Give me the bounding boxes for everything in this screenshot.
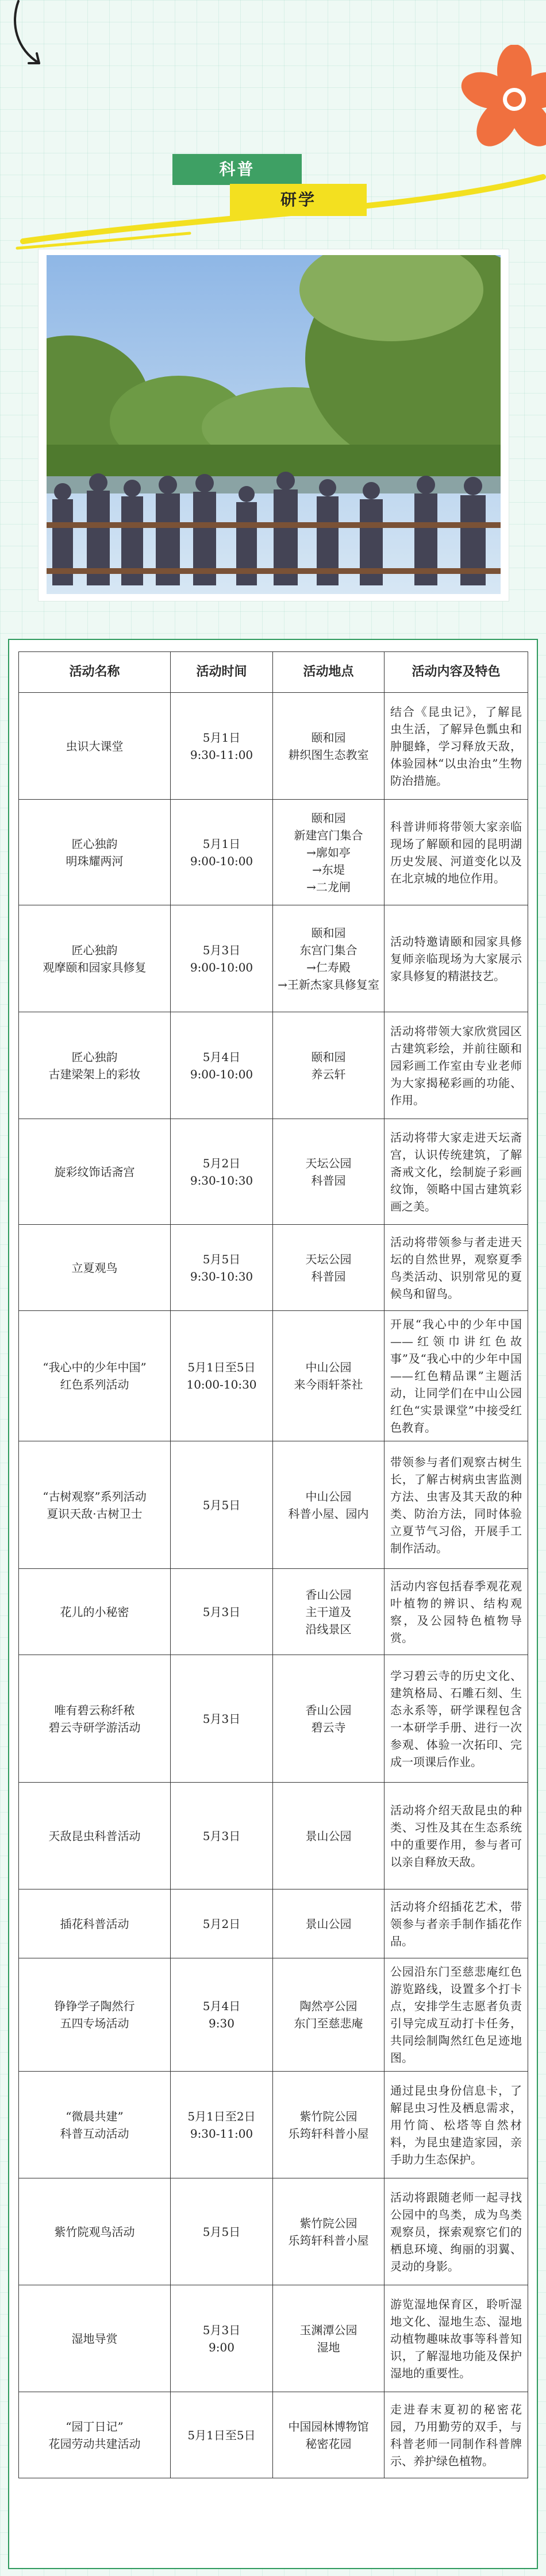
table-row bbox=[19, 905, 528, 1012]
table-row bbox=[19, 1783, 528, 1889]
table-row bbox=[19, 800, 528, 905]
activity-place: 香山公园 主干道及 沿线景区 bbox=[273, 1569, 384, 1655]
photo-frame bbox=[38, 249, 509, 601]
column-header-time: 活动时间 bbox=[171, 652, 273, 693]
activity-description: 活动将带领大家欣赏园区古建筑彩绘，并前往颐和园彩画工作室由专业老师为大家揭秘彩画的功能、作用。 bbox=[384, 1012, 528, 1119]
activity-name: 天敌昆虫科普活动 bbox=[19, 1783, 171, 1889]
activity-time: 5月5日 9:30-10:30 bbox=[171, 1225, 273, 1311]
activity-place: 陶然亭公园 东门至慈悲庵 bbox=[273, 1958, 384, 2072]
activity-time: 5月3日 bbox=[171, 1655, 273, 1783]
activity-name: “我心中的少年中国” 红色系列活动 bbox=[19, 1311, 171, 1441]
activity-time: 5月4日 9:30 bbox=[171, 1958, 273, 2072]
activity-name: “园丁日记” 花园劳动共建活动 bbox=[19, 2392, 171, 2478]
activity-place: 景山公园 bbox=[273, 1783, 384, 1889]
activity-place: 中山公园 来今雨轩茶社 bbox=[273, 1311, 384, 1441]
activity-place: 颐和园 养云轩 bbox=[273, 1012, 384, 1119]
activity-description: 公园沿东门至慈悲庵红色游览路线，设置多个打卡点，安排学生志愿者负责引导完成互动打卡任务，共同绘制陶然红色足迹地图。 bbox=[384, 1958, 528, 2072]
activity-place: 紫竹院公园 乐筠轩科普小屋 bbox=[273, 2178, 384, 2285]
activity-time: 5月1日至2日 9:30-11:00 bbox=[171, 2072, 273, 2178]
activity-name: 立夏观鸟 bbox=[19, 1225, 171, 1311]
table-row bbox=[19, 1441, 528, 1569]
activity-name: 紫竹院观鸟活动 bbox=[19, 2178, 171, 2285]
table-row bbox=[19, 693, 528, 800]
activity-time: 5月3日 bbox=[171, 1569, 273, 1655]
category-tag-study: 研学 bbox=[230, 184, 367, 216]
activity-description: 活动内容包括春季观花观叶植物的辨识、结构观察，及公园特色植物导赏。 bbox=[384, 1569, 528, 1655]
activity-name: 插花科普活动 bbox=[19, 1889, 171, 1958]
activity-name: 唯有碧云称纤秾 碧云寺研学游活动 bbox=[19, 1655, 171, 1783]
table-row bbox=[19, 1311, 528, 1441]
activity-description: 活动将介绍插花艺术，带领参与者亲手制作插花作品。 bbox=[384, 1889, 528, 1958]
activity-description: 活动将带领参与者走进天坛的自然世界，观察夏季鸟类活动、识别常见的夏候鸟和留鸟。 bbox=[384, 1225, 528, 1311]
activity-description: 通过昆虫身份信息卡，了解昆虫习性及栖息需求，用竹筒、松塔等自然材料，为昆虫建造家园，亲手助力生态保护。 bbox=[384, 2072, 528, 2178]
activity-place: 香山公园 碧云寺 bbox=[273, 1655, 384, 1783]
table-row bbox=[19, 1958, 528, 2072]
activity-time: 5月3日 bbox=[171, 1783, 273, 1889]
table-row bbox=[19, 2285, 528, 2392]
flower-icon bbox=[460, 45, 546, 154]
activity-description: 活动将介绍天敌昆虫的种类、习性及其在生态系统中的重要作用，参与者可以亲自释放天敌。 bbox=[384, 1783, 528, 1889]
activity-time: 5月3日 9:00 bbox=[171, 2285, 273, 2392]
activity-description: 活动将跟随老师一起寻找公园中的鸟类，成为鸟类观察员，探索观察它们的栖息环境、绚丽的羽翼、灵动的身影。 bbox=[384, 2178, 528, 2285]
table-header-row bbox=[19, 652, 528, 693]
activity-name: 虫识大课堂 bbox=[19, 693, 171, 800]
activity-place: 中山公园 科普小屋、园内 bbox=[273, 1441, 384, 1569]
column-header-desc: 活动内容及特色 bbox=[384, 652, 528, 693]
column-header-name: 活动名称 bbox=[19, 652, 171, 693]
activity-time: 5月4日 9:00-10:00 bbox=[171, 1012, 273, 1119]
activity-name: 铮铮学子陶然行 五四专场活动 bbox=[19, 1958, 171, 2072]
column-header-place: 活动地点 bbox=[273, 652, 384, 693]
activity-description: 科普讲师将带领大家亲临现场了解颐和园的昆明湖历史发展、河道变化以及在北京城的地位作用。 bbox=[384, 800, 528, 905]
activity-table bbox=[18, 651, 528, 2478]
activity-place: 颐和园 耕织图生态教室 bbox=[273, 693, 384, 800]
activity-table-card bbox=[8, 639, 538, 2569]
activity-description: 带领参与者们观察古树生长，了解古树病虫害监测方法、虫害及其天敌的种类、防治方法，同时体验立夏节气习俗，开展手工制作活动。 bbox=[384, 1441, 528, 1569]
activity-name: 花儿的小秘密 bbox=[19, 1569, 171, 1655]
activity-description: 走进春末夏初的秘密花园，乃用勤劳的双手，与科普老师一同制作科普牌示、养护绿色植物。 bbox=[384, 2392, 528, 2478]
table-row bbox=[19, 1569, 528, 1655]
category-tag-science: 科普 bbox=[172, 154, 302, 185]
activity-place: 玉渊潭公园 湿地 bbox=[273, 2285, 384, 2392]
activity-place: 颐和园 东宫门集合 →仁寿殿 →王新杰家具修复室 bbox=[273, 905, 384, 1012]
activity-name: 湿地导赏 bbox=[19, 2285, 171, 2392]
activity-name: 旋彩纹饰话斋宫 bbox=[19, 1119, 171, 1225]
activity-time: 5月2日 9:30-10:30 bbox=[171, 1119, 273, 1225]
activity-description: 学习碧云寺的历史文化、建筑格局、石雕石刻、生态永系等，研学课程包含一本研学手册、进行一次参观、体验一次拓印、完成一项课后作业。 bbox=[384, 1655, 528, 1783]
table-row bbox=[19, 1225, 528, 1311]
activity-name: “古树观察”系列活动 夏识天敌·古树卫士 bbox=[19, 1441, 171, 1569]
activity-description: 结合《昆虫记》，了解昆虫生活，了解异色瓢虫和肿腿蜂，学习释放天敌，体验园林“以虫治虫”生物防治措施。 bbox=[384, 693, 528, 800]
table-row bbox=[19, 1655, 528, 1783]
activity-time: 5月1日至5日 bbox=[171, 2392, 273, 2478]
activity-name: 匠心独韵 明珠耀两河 bbox=[19, 800, 171, 905]
table-row bbox=[19, 2392, 528, 2478]
activity-time: 5月1日 9:00-10:00 bbox=[171, 800, 273, 905]
activity-place: 中国园林博物馆 秘密花园 bbox=[273, 2392, 384, 2478]
activity-place: 紫竹院公园 乐筠轩科普小屋 bbox=[273, 2072, 384, 2178]
hand-drawn-arrow-icon bbox=[6, 0, 52, 69]
table-row bbox=[19, 2072, 528, 2178]
activity-description: 开展“我心中的少年中国——红领巾讲红色故事”及“我心中的少年中国——红色精品课”主题活动，让同学们在中山公园红色“实景课堂”中接受红色教育。 bbox=[384, 1311, 528, 1441]
activity-place: 天坛公园 科普园 bbox=[273, 1225, 384, 1311]
activity-description: 活动特邀请颐和园家具修复师亲临现场为大家展示家具修复的精湛技艺。 bbox=[384, 905, 528, 1012]
activity-name: 匠心独韵 古建梁架上的彩妆 bbox=[19, 1012, 171, 1119]
activity-place: 颐和园 新建宫门集合 →廓如亭 →东堤 →二龙闸 bbox=[273, 800, 384, 905]
table-row bbox=[19, 1889, 528, 1958]
activity-time: 5月3日 9:00-10:00 bbox=[171, 905, 273, 1012]
activity-time: 5月5日 bbox=[171, 1441, 273, 1569]
activity-name: “微晨共建” 科普互动活动 bbox=[19, 2072, 171, 2178]
activity-name: 匠心独韵 观摩颐和园家具修复 bbox=[19, 905, 171, 1012]
activity-time: 5月2日 bbox=[171, 1889, 273, 1958]
table-row bbox=[19, 2178, 528, 2285]
group-visitors-lakeside-photo bbox=[47, 255, 501, 594]
table-row bbox=[19, 1012, 528, 1119]
activity-time: 5月1日 9:30-11:00 bbox=[171, 693, 273, 800]
activity-time: 5月1日至5日 10:00-10:30 bbox=[171, 1311, 273, 1441]
activity-place: 天坛公园 科普园 bbox=[273, 1119, 384, 1225]
activity-time: 5月5日 bbox=[171, 2178, 273, 2285]
table-row bbox=[19, 1119, 528, 1225]
activity-place: 景山公园 bbox=[273, 1889, 384, 1958]
activity-description: 游览湿地保育区，聆听湿地文化、湿地生态、湿地动植物趣味故事等科普知识，了解湿地功能及保护湿地的重要性。 bbox=[384, 2285, 528, 2392]
activity-description: 活动将带大家走进天坛斋宫，认识传统建筑，了解斋戒文化，绘制旋子彩画纹饰，领略中国古建筑彩画之美。 bbox=[384, 1119, 528, 1225]
